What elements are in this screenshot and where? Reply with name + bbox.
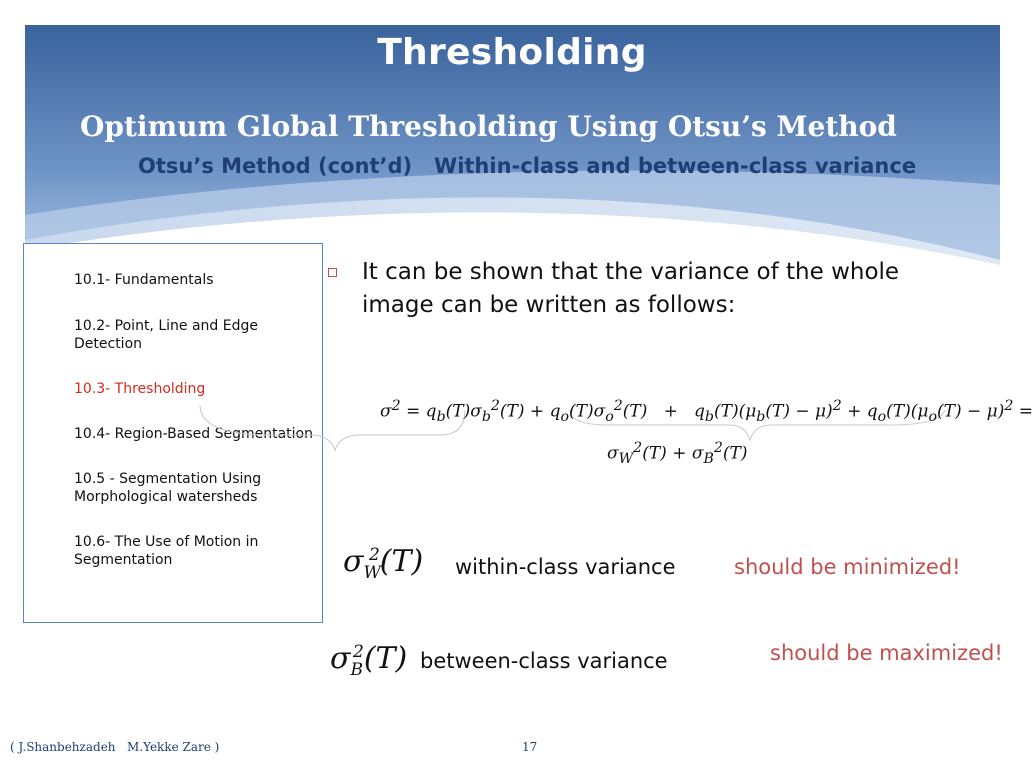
footer-authors: ( J.Shanbehzadeh M.Yekke Zare ) [10, 740, 220, 754]
slide-title: Thresholding [377, 32, 647, 73]
between-class-symbol: $\sigma_B^2(T)$ [330, 641, 408, 680]
slide-subsubtitle: Otsu’s Method (cont’d) Within-class and between-class variance [138, 154, 917, 178]
toc-item-edge-detection[interactable]: 10.2- Point, Line and Edge Detection [74, 318, 258, 352]
within-class-symbol: $\sigma_W^2(T)$ [343, 544, 424, 583]
between-class-label: between-class variance [420, 649, 668, 673]
variance-formula: $\sigma^2 = q_b(T)\sigma_b^2(T) + q_o(T)\sigma_o^2(T) + q_b(T)(\mu_b(T) - \mu)^2 + q_o(T)(\mu_o(T) - \mu)^2$ = [380, 398, 1033, 426]
within-class-note: should be minimized! [734, 555, 961, 579]
toc-item-thresholding[interactable]: 10.3- Thresholding [74, 381, 206, 397]
toc-item-motion[interactable]: 10.6- The Use of Motion in Segmentation [74, 534, 259, 568]
bullet-text: It can be shown that the variance of the whole image can be written as follows: [362, 259, 900, 318]
toc-item-watersheds[interactable]: 10.5 - Segmentation Using Morphological watersheds [74, 471, 262, 505]
between-class-note: should be maximized! [770, 641, 1003, 665]
within-class-label: within-class variance [455, 555, 676, 579]
slide-subtitle: Optimum Global Thresholding Using Otsu’s Method [80, 110, 897, 143]
bullet-marker [328, 268, 337, 277]
footer-page-number: 17 [522, 740, 538, 754]
toc-item-region-segmentation[interactable]: 10.4- Region-Based Segmentation [74, 426, 313, 442]
variance-formula-result: $\sigma_W^2(T) + \sigma_B^2(T)$ [607, 440, 748, 468]
toc-item-fundamentals[interactable]: 10.1- Fundamentals [74, 272, 214, 288]
